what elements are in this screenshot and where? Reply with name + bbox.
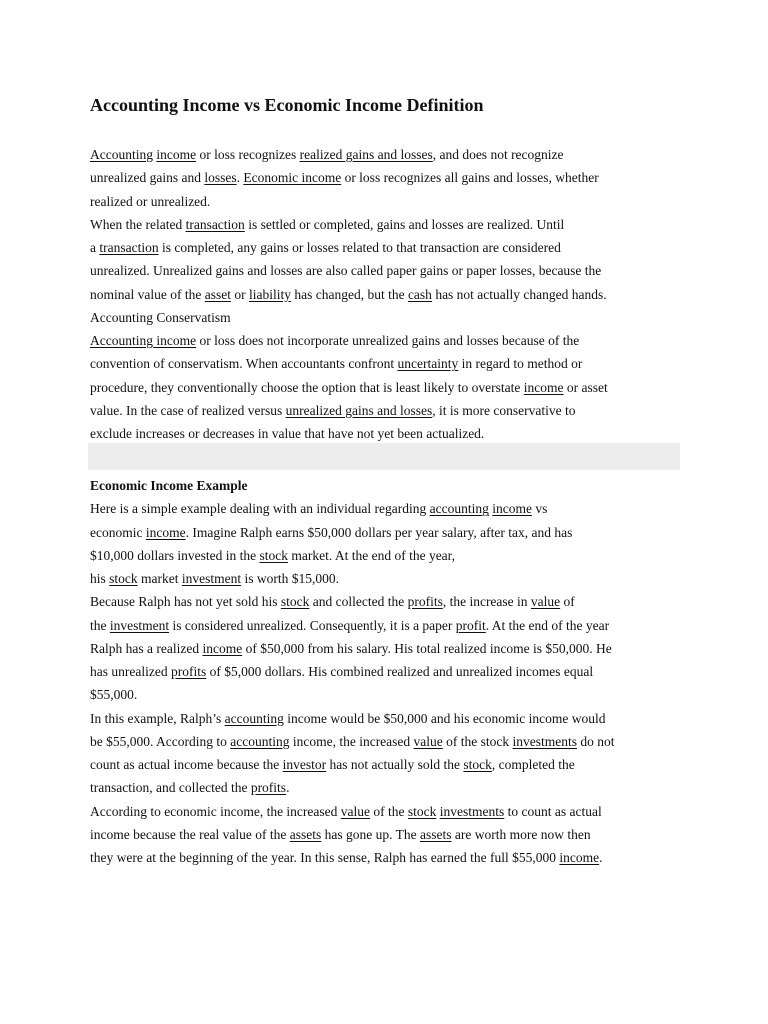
text-run: of $50,000 from his salary. His total realized income is $50,000. He [242, 640, 612, 656]
term-link[interactable]: assets [420, 826, 452, 842]
text-run: exclude increases or decreases in value that have not yet been actualized. [90, 426, 485, 441]
text-run: realized or unrealized. [90, 193, 211, 209]
text-line [90, 660, 690, 683]
text-run: has not actually sold the [326, 757, 464, 772]
text-run: is worth $15,000. [241, 571, 339, 586]
text-line [90, 190, 690, 213]
term-link[interactable]: transaction [185, 216, 245, 232]
text-run: is settled or completed, gains and losses are realized. Until [244, 216, 565, 232]
term-link[interactable]: losses [204, 170, 237, 186]
text-run: Because Ralph has not yet sold his [90, 594, 281, 610]
term-link[interactable]: investment [181, 571, 242, 586]
text-run: , the increase in [442, 594, 531, 610]
term-link[interactable]: income [156, 147, 197, 162]
term-link[interactable]: income [145, 524, 186, 540]
text-run: market. At the end of the year, [287, 547, 456, 563]
text-run: or asset [563, 379, 608, 395]
text-run: income would be $50,000 and his economic income would [283, 710, 606, 726]
text-line [90, 590, 690, 613]
definition-section [90, 143, 690, 445]
text-run: $55,000. [90, 687, 138, 703]
example-heading: Economic Income Example [90, 478, 248, 493]
text-line [90, 143, 690, 166]
text-line [90, 823, 690, 846]
term-link[interactable]: profit [455, 617, 486, 633]
text-run: of the stock [442, 733, 513, 749]
text-run: his [90, 571, 110, 586]
text-line [90, 352, 690, 375]
text-run: income because the real value of the [90, 826, 290, 842]
term-link[interactable]: profits [170, 664, 207, 679]
text-run: has not actually changed hands. [431, 286, 607, 302]
term-link[interactable]: investments [439, 803, 505, 819]
text-run: has unrealized [90, 664, 171, 679]
text-line [90, 166, 690, 189]
term-link[interactable]: stock [259, 547, 288, 563]
text-line [90, 259, 690, 282]
example-section [90, 474, 690, 869]
text-run: a [90, 240, 100, 255]
text-line [90, 306, 690, 329]
text-line [90, 283, 690, 306]
term-link[interactable]: investor [282, 757, 327, 772]
text-line [90, 544, 690, 567]
text-run: . [286, 780, 290, 796]
text-run: Ralph has a realized [90, 640, 203, 656]
term-link[interactable]: income [492, 501, 533, 517]
text-line [90, 846, 690, 869]
text-run: , completed the [491, 757, 575, 772]
text-line [90, 497, 690, 520]
text-run: do not [577, 733, 615, 749]
text-run: income, the increased [289, 733, 414, 749]
section-divider [88, 443, 680, 470]
term-link[interactable]: realized gains and losses [299, 147, 433, 162]
text-run: is completed, any gains or losses related to that transaction are considered [158, 240, 561, 255]
term-link[interactable]: accounting [429, 501, 489, 517]
text-run: to count as actual [504, 803, 602, 819]
term-link[interactable]: income [559, 850, 600, 865]
term-link[interactable]: stock [463, 757, 492, 772]
term-link[interactable]: accounting [230, 733, 290, 749]
document-title: Accounting Income vs Economic Income Definition [90, 95, 484, 115]
text-run: Here is a simple example dealing with an individual regarding [90, 501, 430, 517]
term-link[interactable]: investments [512, 733, 578, 749]
term-link[interactable]: income [523, 379, 564, 395]
text-run: or loss recognizes [196, 147, 300, 162]
text-run: the [90, 617, 110, 633]
term-link[interactable]: liability [248, 286, 291, 302]
text-run: be $55,000. According to [90, 733, 231, 749]
text-run: . At the end of the year [485, 617, 610, 633]
text-line [90, 521, 690, 544]
text-line [90, 213, 690, 236]
text-line [90, 776, 690, 799]
text-run: has gone up. The [321, 826, 421, 842]
text-line [90, 399, 690, 422]
text-line [90, 422, 690, 445]
text-line [90, 707, 690, 730]
term-link[interactable]: unrealized gains and losses [285, 402, 433, 418]
text-run: of the [370, 803, 408, 819]
text-line [90, 329, 690, 352]
text-run: In this example, Ralph’s [90, 710, 225, 726]
text-line [90, 800, 690, 823]
text-line [90, 730, 690, 753]
text-run: of $5,000 dollars. His combined realized and unrealized incomes equal [206, 664, 594, 679]
term-link[interactable]: transaction [99, 240, 159, 255]
text-run: or loss does not incorporate unrealized gains and losses because of the [196, 333, 580, 348]
text-run: or loss recognizes all gains and losses, whether [341, 170, 599, 186]
text-line [90, 376, 690, 399]
text-run: or [230, 286, 249, 302]
term-link[interactable]: Economic income [243, 170, 342, 186]
text-line [90, 614, 690, 637]
text-run: are worth more now then [451, 826, 591, 842]
text-run: vs [532, 501, 548, 517]
text-run: and collected the [309, 594, 408, 610]
text-run: market [137, 571, 182, 586]
term-link[interactable]: cash [407, 286, 432, 302]
term-link[interactable]: stock [280, 594, 310, 610]
term-link[interactable]: investment [109, 617, 170, 633]
text-run: , and does not recognize [432, 147, 564, 162]
term-link[interactable]: stock [407, 803, 437, 819]
text-run: Accounting Conservatism [90, 309, 231, 325]
text-line [90, 236, 690, 259]
term-link[interactable]: profits [250, 780, 287, 796]
text-run: is considered unrealized. Consequently, it is a paper [169, 617, 456, 633]
term-link[interactable]: uncertainty [397, 356, 459, 372]
text-run: economic [90, 524, 146, 540]
term-link[interactable]: stock [109, 571, 138, 586]
text-run: unrealized. Unrealized gains and losses are also called paper gains or paper losses, because the [90, 263, 602, 279]
text-run: count as actual income because the [90, 757, 283, 772]
term-link[interactable]: Accounting income [90, 333, 197, 348]
text-line [90, 567, 690, 590]
text-run: . Imagine Ralph earns $50,000 dollars per year salary, after tax, and has [185, 524, 573, 540]
text-run: nominal value of the [90, 286, 205, 302]
example-body [90, 497, 690, 869]
text-line [90, 683, 690, 706]
term-link[interactable]: value [413, 733, 443, 749]
text-run: procedure, they conventionally choose the option that is least likely to overstate [90, 379, 524, 395]
term-link[interactable]: accounting [224, 710, 284, 726]
text-line [90, 753, 690, 776]
term-link[interactable]: income [202, 640, 243, 656]
text-run: . [599, 850, 603, 865]
term-link[interactable]: value [340, 803, 371, 819]
text-run: value. In the case of realized versus [90, 402, 286, 418]
text-line [90, 637, 690, 660]
text-run: $10,000 dollars invested in the [90, 547, 260, 563]
text-run: in regard to method or [458, 356, 583, 372]
text-run: , it is more conservative to [432, 402, 576, 418]
text-run: . [236, 170, 244, 186]
term-link[interactable]: Accounting [90, 147, 153, 162]
text-run: unrealized gains and [90, 170, 205, 186]
term-link[interactable]: value [530, 594, 561, 610]
text-run: When the related [90, 216, 186, 232]
term-link[interactable]: profits [407, 594, 443, 610]
text-run: According to economic income, the increased [90, 803, 341, 819]
text-run: of [560, 594, 575, 610]
text-run: has changed, but the [290, 286, 408, 302]
text-run: they were at the beginning of the year. In this sense, Ralph has earned the full $55,000 [90, 850, 560, 865]
term-link[interactable]: assets [289, 826, 322, 842]
term-link[interactable]: asset [204, 286, 231, 302]
text-run: transaction, and collected the [90, 780, 251, 796]
text-run: convention of conservatism. When accountants confront [90, 356, 398, 372]
